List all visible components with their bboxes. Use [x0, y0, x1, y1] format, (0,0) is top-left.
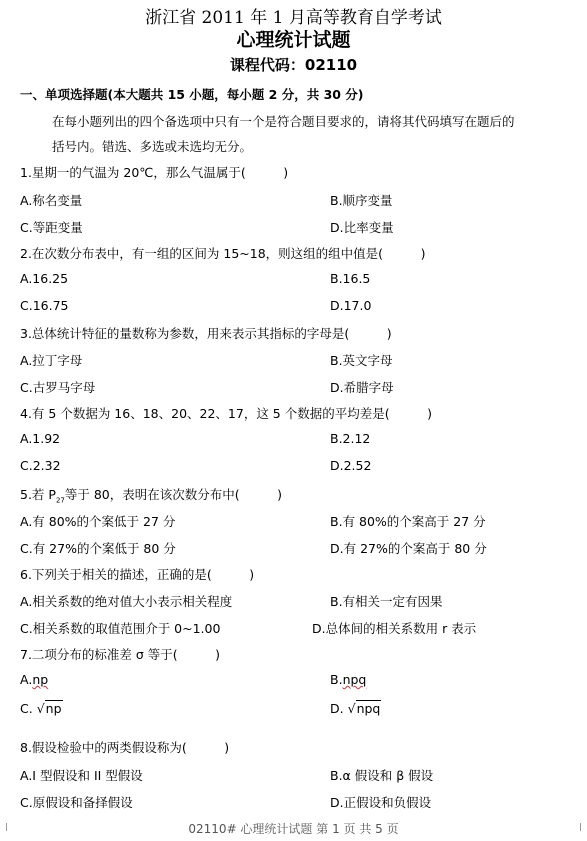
option-d: D.比率变量 [330, 220, 394, 235]
question-1: 1.星期一的气温为 20℃，那么气温属于( ) [20, 165, 289, 180]
option-a: A.I 型假设和 II 型假设 [20, 768, 143, 783]
option-d: D.2.52 [330, 458, 372, 473]
option-c-letter: C. [20, 701, 33, 716]
question-3: 3.总体统计特征的量数称为参数，用来表示其指标的字母是( ) [20, 326, 392, 341]
option-b: B.α 假设和 β 假设 [330, 768, 434, 783]
option-c: C.有 27%的个案低于 80 分 [20, 541, 176, 556]
sqrt-symbol: √np [36, 701, 62, 716]
option-b: B.有相关一定有因果 [330, 594, 443, 609]
section-instruction-cont: 括号内。错选、多选或未选均无分。 [52, 139, 253, 154]
question-2: 2.在次数分布表中，有一组的区间为 15~18，则这组的组中值是( ) [20, 246, 426, 261]
option-b-letter: B. [330, 672, 343, 687]
question-5-prefix: 5.若 P [20, 487, 56, 502]
option-d: D.正假设和负假设 [330, 795, 432, 810]
option-a: A.16.25 [20, 271, 69, 286]
option-d: D.总体间的相关系数用 r 表示 [312, 621, 477, 636]
course-code: 课程代码：02110 [229, 56, 358, 74]
option-a: A.相关系数的绝对值大小表示相关程度 [20, 594, 233, 609]
option-b-formula: npq [342, 672, 367, 687]
option-a-formula: np [32, 672, 49, 687]
option-a-letter: A. [20, 672, 33, 687]
question-5-subscript: 27 [55, 496, 65, 505]
section-heading: 一、单项选择题(本大题共 15 小题，每小题 2 分，共 30 分) [20, 87, 364, 102]
option-b: B.2.12 [330, 431, 371, 446]
option-c: C.等距变量 [20, 220, 83, 235]
option-d-formula: npq [356, 701, 381, 716]
option-c-formula: np [45, 701, 62, 716]
exam-title: 心理统计试题 [236, 29, 351, 51]
section-instruction: 在每小题列出的四个备选项中只有一个是符合题目要求的，请将其代码填写在题后的 [52, 114, 515, 129]
option-c: C.16.75 [20, 298, 69, 313]
option-a: A.称名变量 [20, 193, 83, 208]
option-c: C.相关系数的取值范围介于 0~1.00 [20, 621, 221, 636]
sqrt-symbol: √npq [347, 701, 381, 716]
option-d: D.希腊字母 [330, 380, 394, 395]
question-5 [20, 485, 282, 505]
option-b [330, 672, 366, 687]
option-c [20, 701, 63, 716]
option-b: B.16.5 [330, 271, 371, 286]
option-d: D.有 27%的个案高于 80 分 [330, 541, 487, 556]
option-d-letter: D. [330, 701, 344, 716]
option-b: B.英文字母 [330, 353, 393, 368]
option-d: D.17.0 [330, 298, 372, 313]
option-c: C.2.32 [20, 458, 61, 473]
option-a: A.拉丁字母 [20, 353, 83, 368]
option-a: A.1.92 [20, 431, 61, 446]
option-c: C.原假设和备择假设 [20, 795, 133, 810]
page-footer: 02110# 心理统计试题 第 1 页 共 5 页 [188, 822, 399, 836]
exam-header: 浙江省 2011 年 1 月高等教育自学考试 [145, 8, 442, 28]
question-6: 6.下列关于相关的描述，正确的是( ) [20, 567, 255, 582]
question-5-suffix: 等于 80，表明在该次数分布中( ) [64, 487, 283, 502]
option-b: B.顺序变量 [330, 193, 393, 208]
question-4: 4.有 5 个数据为 16、18、20、22、17，这 5 个数据的平均差是( ) [20, 406, 432, 421]
option-d [330, 701, 381, 716]
option-c: C.古罗马字母 [20, 380, 96, 395]
option-b: B.有 80%的个案高于 27 分 [330, 514, 486, 529]
option-a: A.有 80%的个案低于 27 分 [20, 514, 176, 529]
question-7: 7.二项分布的标准差 σ 等于( ) [20, 647, 221, 662]
question-8: 8.假设检验中的两类假设称为( ) [20, 740, 230, 755]
option-a [20, 672, 48, 687]
